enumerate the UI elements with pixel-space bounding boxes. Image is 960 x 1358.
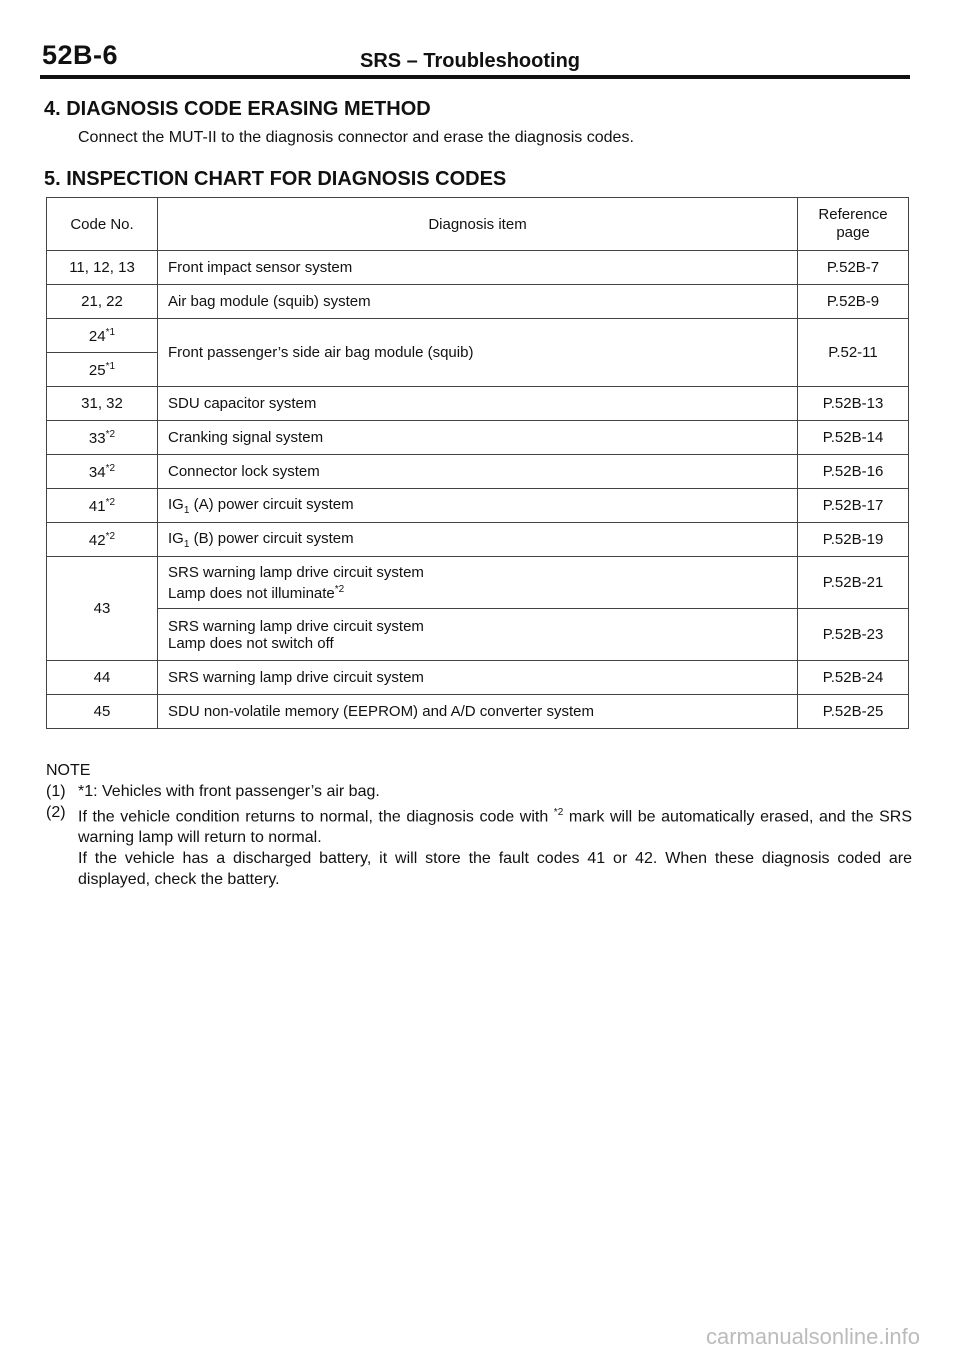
ref-cell: P.52B-25 [798,695,909,729]
note-2-extra: If the vehicle has a discharged battery, it will store the fault codes 41 or 42. When these diagnosis coded are displayed, check the battery. [78,850,912,889]
code-cell: 44 [47,661,158,695]
ref-cell: P.52B-23 [798,609,909,661]
note-item-2 [46,802,912,848]
item-cell: SRS warning lamp drive circuit system [158,661,798,695]
item-cell: SDU non-volatile memory (EEPROM) and A/D converter system [158,695,798,729]
item-cell: SDU capacitor system [158,387,798,421]
note-2-text: If the vehicle condition returns to normal, the diagnosis code with $^{*2}$ mark will be automatically erased, and the SRS warning lamp will return to normal. [78,807,912,847]
ref-cell: P.52B-13 [798,387,909,421]
code-cell: 33$^{*2}$ [47,421,158,455]
item-cell: Connector lock system [158,455,798,489]
table-row [47,285,909,319]
table-header-row [47,198,909,251]
code-cell: 21, 22 [47,285,158,319]
code-cell: 43 [47,557,158,661]
note-block [46,760,912,890]
code-cell: 11, 12, 13 [47,251,158,285]
note-1-number: (1) [46,783,66,800]
item-cell: $IG_1$ (B) power circuit system [158,523,798,557]
inspection-chart-table [46,197,909,729]
header-rule [40,75,910,79]
table-row [47,661,909,695]
code-cell: 25$^{*1}$ [47,353,158,387]
col-header-code: Code No. [47,198,158,251]
code-cell: 45 [47,695,158,729]
ref-cell: P.52B-14 [798,421,909,455]
ref-cell: P.52B-19 [798,523,909,557]
item-cell: Front impact sensor system [158,251,798,285]
item-cell: SRS warning lamp drive circuit system Lamp does not switch off [158,609,798,661]
table-row [47,319,909,353]
ref-cell: P.52B-16 [798,455,909,489]
section-4-text: Connect the MUT-II to the diagnosis connector and erase the diagnosis codes. [78,129,634,146]
item-cell: SRS warning lamp drive circuit system Lamp does not illuminate$^{*2}$ [158,557,798,609]
item-cell: Front passenger’s side air bag module (squib) [158,319,798,387]
table-row [47,455,909,489]
note-1-text: *1: Vehicles with front passenger’s air bag. [78,783,380,800]
col-header-ref-line2: page [836,224,870,241]
code-cell: 41$^{*2}$ [47,489,158,523]
ref-cell: P.52B-17 [798,489,909,523]
watermark: carmanualsonline.info [705,1324,920,1349]
col-header-item: Diagnosis item [158,198,798,251]
col-header-ref-line1: Reference [818,206,888,223]
col-header-ref [798,198,909,251]
table-row [47,387,909,421]
ref-cell: P.52B-7 [798,251,909,285]
ref-cell: P.52B-21 [798,557,909,609]
code-cell: 24$^{*1}$ [47,319,158,353]
ref-cell: P.52B-9 [798,285,909,319]
item-cell: Cranking signal system [158,421,798,455]
table-row [47,421,909,455]
note-2-number: (2) [46,804,66,821]
code-cell: 31, 32 [47,387,158,421]
code-cell: 34$^{*2}$ [47,455,158,489]
ref-cell: P.52B-24 [798,661,909,695]
note-title: NOTE [46,762,91,779]
table-row [47,609,909,661]
page-number: 52B-6 [42,40,119,70]
section-5-heading: 5. INSPECTION CHART FOR DIAGNOSIS CODES [44,168,507,190]
item-cell: $IG_1$ (A) power circuit system [158,489,798,523]
section-4-heading: 4. DIAGNOSIS CODE ERASING METHOD [44,98,431,120]
code-cell: 42$^{*2}$ [47,523,158,557]
table-row [47,695,909,729]
table-row [47,523,909,557]
ref-cell: P.52-11 [798,319,909,387]
table-row [47,251,909,285]
note-item-1 [46,781,912,802]
table-row [47,489,909,523]
page-header-title: SRS – Troubleshooting [360,50,581,72]
table-row [47,557,909,609]
item-cell: Air bag module (squib) system [158,285,798,319]
